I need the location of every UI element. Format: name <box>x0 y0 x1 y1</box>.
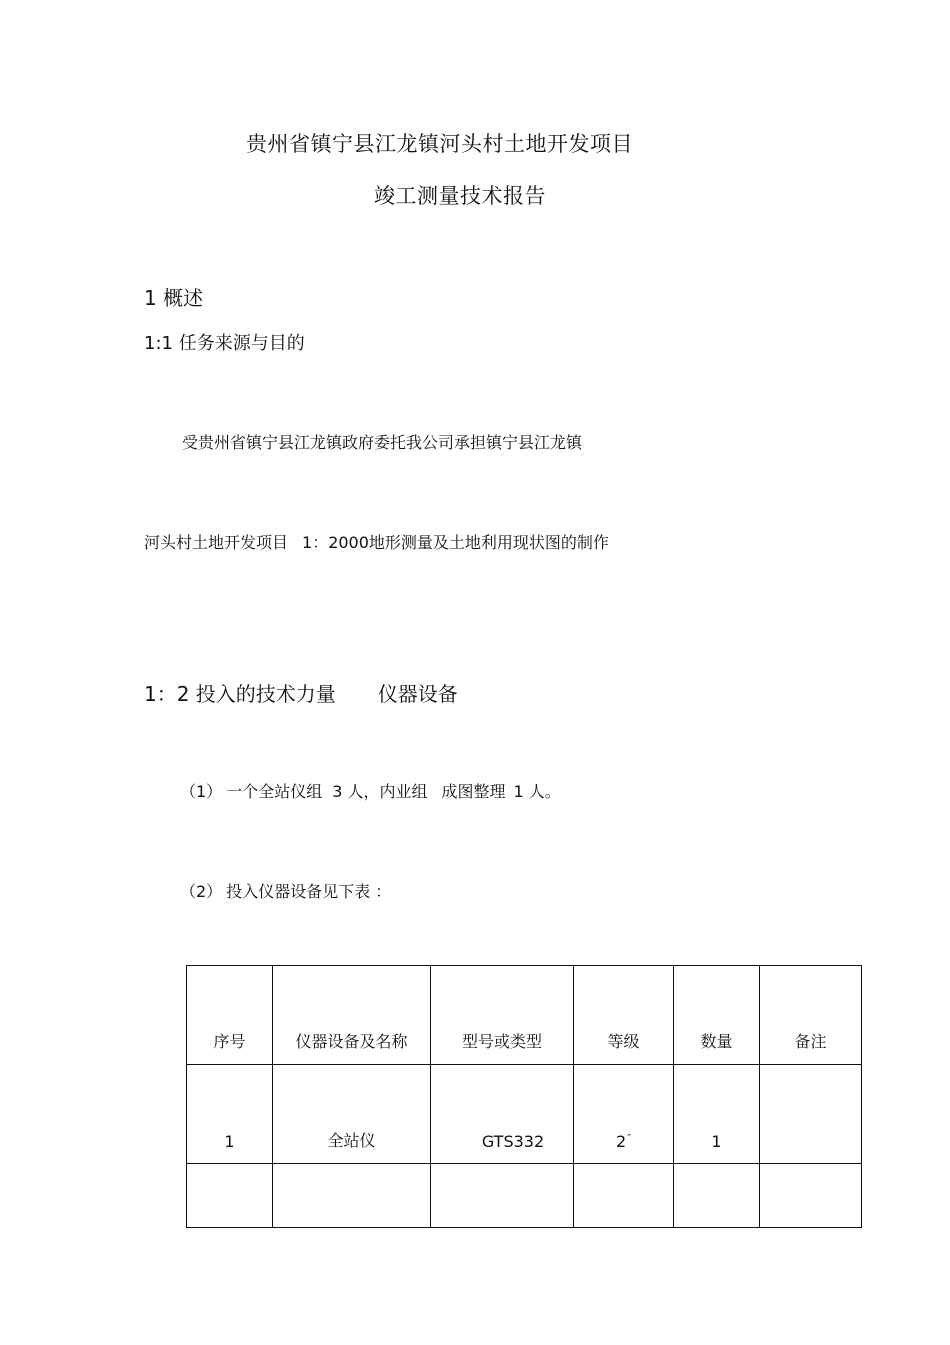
list-item-1-text-a: 一个全站仪组 <box>226 782 323 801</box>
section-1-2-heading-part-a: 1：2 投入的技术力量 <box>144 682 336 706</box>
grade-arcsecond-mark: ″ <box>627 1133 631 1144</box>
table-cell-empty <box>187 1164 273 1228</box>
table-cell-index: 1 <box>187 1065 273 1164</box>
section-1-1-paragraph-line1: 受贵州省镇宁县江龙镇政府委托我公司承担镇宁县江龙镇 <box>182 433 583 452</box>
table-header-cell: 数量 <box>674 966 760 1065</box>
table-cell-model: GTS332 <box>431 1065 574 1164</box>
table-header-cell: 仪器设备及名称 <box>273 966 431 1065</box>
list-item-1-number: （1） <box>180 782 223 801</box>
document-title-line2: 竣工测量技术报告 <box>374 184 546 208</box>
section-1-heading: 1 概述 <box>144 286 204 310</box>
table-header-cell: 序号 <box>187 966 273 1065</box>
list-item-2-number: （2） <box>180 882 223 901</box>
table-header-cell: 等级 <box>574 966 674 1065</box>
list-item-2 <box>180 879 391 902</box>
grade-value: 2 <box>616 1132 627 1151</box>
section-1-1-paragraph-line2 <box>144 530 609 553</box>
list-item-2-text: 投入仪器设备见下表 ： <box>226 882 392 901</box>
table-header-cell: 型号或类型 <box>431 966 574 1065</box>
table-cell-empty <box>273 1164 431 1228</box>
table-header-cell: 备注 <box>760 966 862 1065</box>
table-cell-empty <box>431 1164 574 1228</box>
section-1-2-heading <box>144 678 458 707</box>
table-cell-empty <box>574 1164 674 1228</box>
section-1-1-heading: 1:1 任务来源与目的 <box>144 333 305 354</box>
table-cell-name: 全站仪 <box>273 1065 431 1164</box>
table-header-row <box>187 966 862 1065</box>
document-title-line1: 贵州省镇宁县江龙镇河头村土地开发项目 <box>246 132 633 156</box>
list-item-1 <box>180 779 561 802</box>
paragraph-line2-part-a: 河头村土地开发项目 <box>144 533 289 552</box>
paragraph-line2-part-b: 1：2000地形测量及土地利用现状图的制作 <box>302 533 609 552</box>
table-cell-remark <box>760 1065 862 1164</box>
table-cell-quantity: 1 <box>674 1065 760 1164</box>
table-cell-grade <box>574 1065 674 1164</box>
list-item-1-text-d: 1 人。 <box>513 782 561 801</box>
list-item-1-text-b: 3 人，内业组 <box>332 782 428 801</box>
table-row <box>187 1065 862 1164</box>
table-row-empty <box>187 1164 862 1228</box>
equipment-table <box>186 965 862 1228</box>
table-cell-empty <box>674 1164 760 1228</box>
table-cell-empty <box>760 1164 862 1228</box>
list-item-1-text-c: 成图整理 <box>441 782 506 801</box>
section-1-2-heading-part-b: 仪器设备 <box>377 682 458 706</box>
